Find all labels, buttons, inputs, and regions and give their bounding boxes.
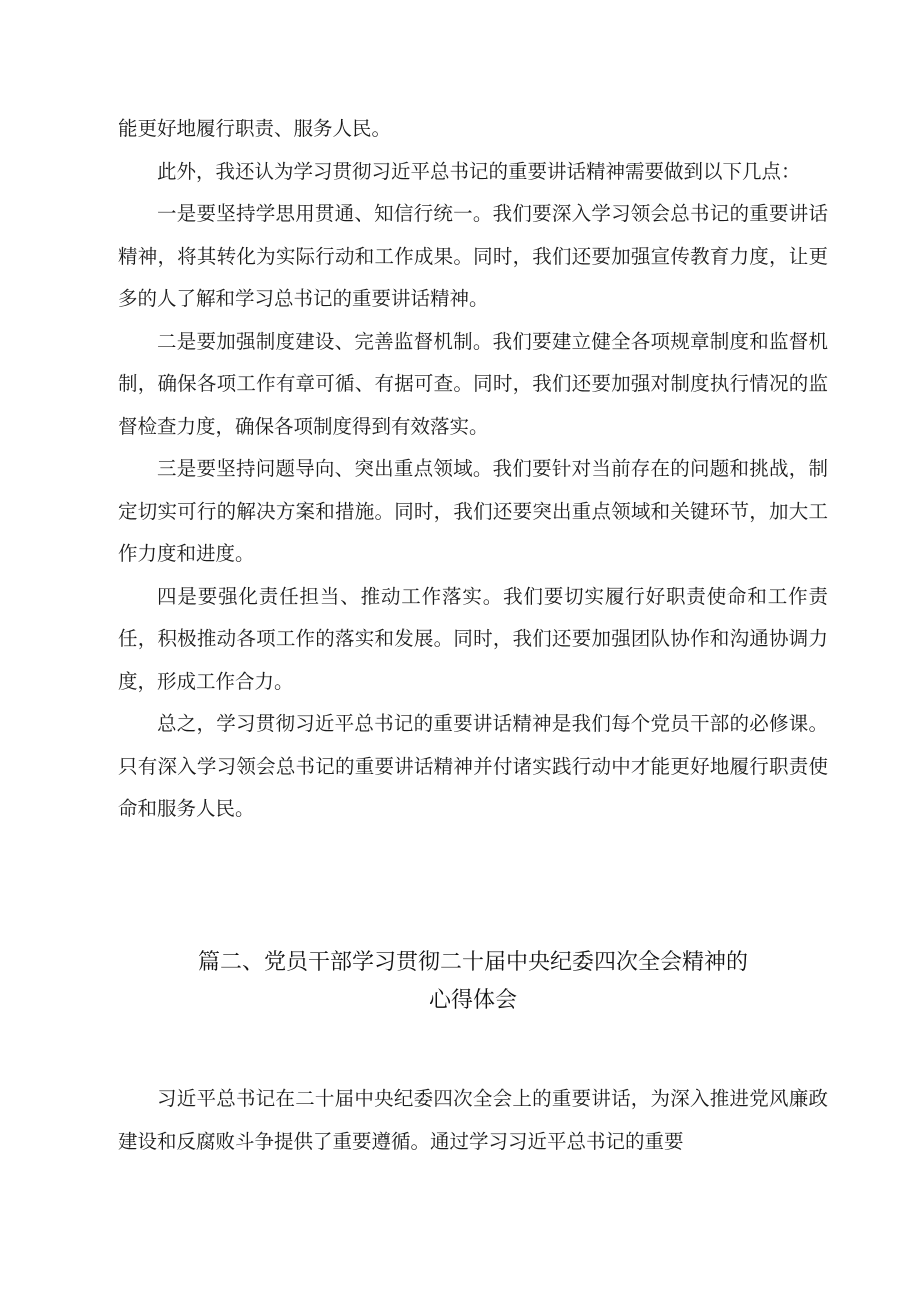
paragraph-section-2-opening: 习近平总书记在二十届中央纪委四次全会上的重要讲话，为深入推进党风廉政建设和反腐败斗争提供了重要遵循。通过学习习近平总书记的重要 xyxy=(118,1087,828,1153)
section-2-body xyxy=(118,1078,828,1163)
section-2-title xyxy=(118,944,828,1020)
paragraph-point-4: 四是要强化责任担当、推动工作落实。我们要切实履行好职责使命和工作责任，积极推动各项工作的落实和发展。同时，我们还要加强团队协作和沟通协调力度，形成工作合力。 xyxy=(118,584,828,693)
paragraph-point-3: 三是要坚持问题导向、突出重点领域。我们要针对当前存在的问题和挑战，制定切实可行的解决方案和措施。同时，我们还要突出重点领域和关键环节，加大工作力度和进度。 xyxy=(118,457,828,565)
paragraph-point-2: 二是要加强制度建设、完善监督机制。我们要建立健全各项规章制度和监督机制，确保各项工作有章可循、有据可查。同时，我们还要加强对制度执行情况的监督检查力度，确保各项制度得到有效落实。 xyxy=(118,329,828,438)
paragraph-conclusion: 总之，学习贯彻习近平总书记的重要讲话精神是我们每个党员干部的必修课。只有深入学习领会总书记的重要讲话精神并付诸实践行动中才能更好地履行职责使命和服务人民。 xyxy=(118,712,828,820)
section-1-body xyxy=(118,108,828,831)
paragraph-point-1: 一是要坚持学思用贯通、知信行统一。我们要深入学习领会总书记的重要讲话精神，将其转化为实际行动和工作成果。同时，我们还要加强宣传教育力度，让更多的人了解和学习总书记的重要讲话精神。 xyxy=(118,202,828,310)
paragraph-intro: 此外，我还认为学习贯彻习近平总书记的重要讲话精神需要做到以下几点： xyxy=(157,159,801,183)
paragraph-continuation: 能更好地履行职责、服务人民。 xyxy=(118,117,392,140)
section-2-title-line-1: 篇二、党员干部学习贯彻二十届中央纪委四次全会精神的 xyxy=(197,950,748,975)
section-2-title-line-2: 心得体会 xyxy=(428,988,517,1013)
